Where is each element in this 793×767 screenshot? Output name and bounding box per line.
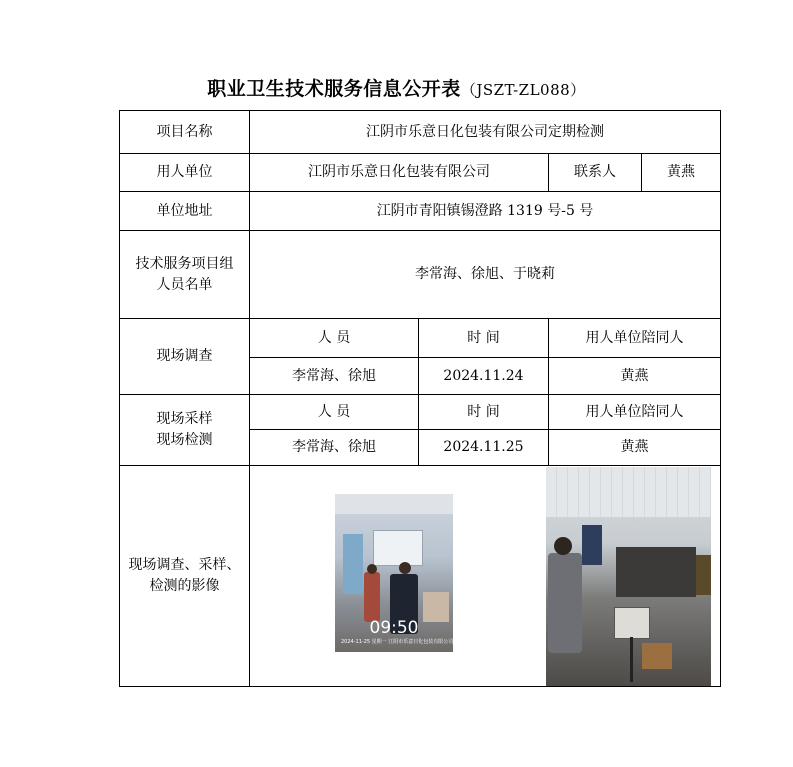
employer-label: 用人单位 xyxy=(120,154,250,192)
machine-edge-shape xyxy=(696,555,711,595)
sampling-people: 李常海、徐旭 xyxy=(250,430,419,466)
address-label: 单位地址 xyxy=(120,192,250,231)
sampling-label xyxy=(120,395,250,466)
images-label xyxy=(120,466,250,687)
wall-panels-shape xyxy=(546,467,711,517)
sampling-header-time: 时 间 xyxy=(419,395,549,430)
survey-header-time: 时 间 xyxy=(419,319,549,358)
sampling-label-line2: 现场检测 xyxy=(156,432,213,448)
photo-timestamp: 09:50 xyxy=(369,618,419,638)
images-label-line2: 检测的影像 xyxy=(149,578,220,594)
ceiling-shape xyxy=(335,494,453,514)
title-main: 职业卫生技术服务信息公开表 xyxy=(207,78,461,100)
worker-head-shape xyxy=(554,537,572,555)
sampling-instrument-shape xyxy=(614,607,650,639)
tripod-shape xyxy=(630,637,633,682)
person-left-head-shape xyxy=(367,564,377,574)
window-shape xyxy=(373,530,423,566)
survey-time: 2024.11.24 xyxy=(419,358,549,395)
address-value: 江阴市青阳镇锡澄路 1319 号-5 号 xyxy=(250,192,721,231)
title-code: （JSZT-ZL088） xyxy=(460,81,586,99)
hanging-coat-shape xyxy=(582,525,602,565)
contact-value: 黄燕 xyxy=(642,154,721,192)
team-label-line1: 技术服务项目组 xyxy=(135,255,234,272)
door-shape xyxy=(343,534,363,594)
cardboard-box-shape xyxy=(642,643,672,669)
team-label-line2: 人员名单 xyxy=(156,276,213,293)
machine-shape xyxy=(616,547,696,597)
team-label xyxy=(120,231,250,319)
survey-header-people: 人 员 xyxy=(250,319,419,358)
project-label: 项目名称 xyxy=(120,111,250,154)
sampling-header-people: 人 员 xyxy=(250,395,419,430)
sampling-header-companion: 用人单位陪同人 xyxy=(549,395,721,430)
project-value: 江阴市乐意日化包装有限公司定期检测 xyxy=(250,111,721,154)
sampling-time: 2024.11.25 xyxy=(419,430,549,466)
worker-shape xyxy=(548,553,582,653)
employer-value: 江阴市乐意日化包装有限公司 xyxy=(250,154,549,192)
survey-label: 现场调查 xyxy=(120,319,250,395)
person-right-head-shape xyxy=(399,562,411,574)
images-label-line1: 现场调查、采样、 xyxy=(128,557,241,573)
site-photo-survey xyxy=(335,494,453,652)
survey-companion: 黄燕 xyxy=(549,358,721,395)
team-value: 李常海、徐旭、于晓莉 xyxy=(250,231,721,319)
survey-people: 李常海、徐旭 xyxy=(250,358,419,395)
survey-header-companion: 用人单位陪同人 xyxy=(549,319,721,358)
sampling-label-line1: 现场采样 xyxy=(156,411,213,427)
page-title xyxy=(0,74,793,101)
sampling-companion: 黄燕 xyxy=(549,430,721,466)
contact-label: 联系人 xyxy=(549,154,642,192)
site-photo-sampling xyxy=(546,467,711,686)
photo-caption: 2024-11-25 星期一 江阴市乐意日化包装有限公司 xyxy=(341,639,453,645)
person-left-shape xyxy=(364,572,380,622)
